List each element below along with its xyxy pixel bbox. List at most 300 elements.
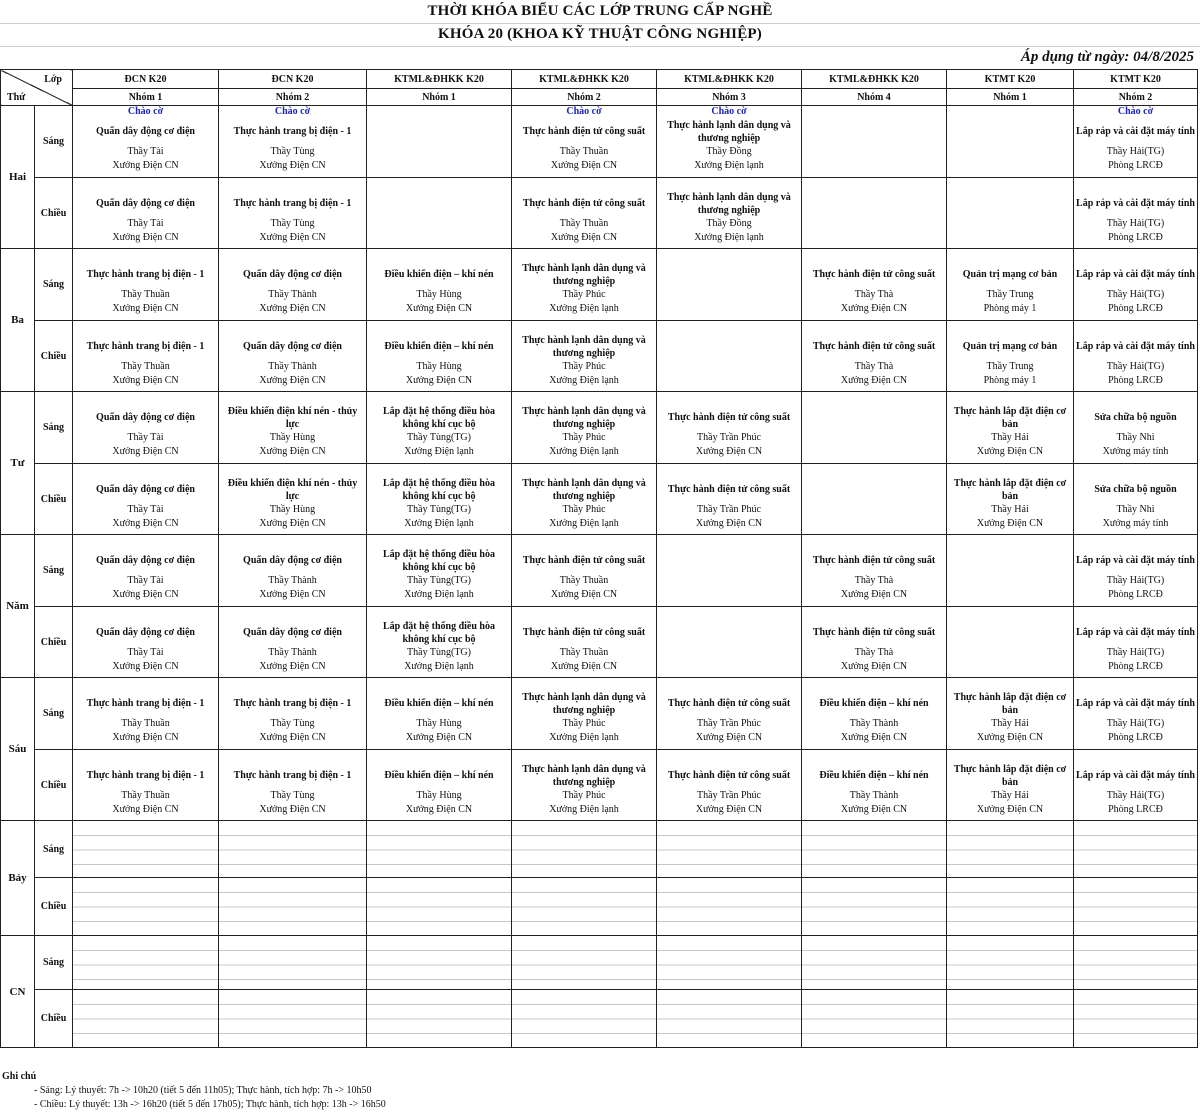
cell-content <box>219 678 366 749</box>
teacher: Thầy Hải(TG) <box>1106 289 1165 300</box>
teacher: Thầy Thà <box>854 361 894 372</box>
schedule-cell <box>512 106 657 178</box>
divider <box>0 46 1200 47</box>
cell-content <box>802 178 946 248</box>
schedule-cell <box>1074 990 1198 1048</box>
cell-content <box>1074 321 1197 391</box>
flag-ceremony <box>367 535 511 547</box>
session-label: Sáng <box>35 249 73 321</box>
teacher: Thầy Thành <box>849 790 899 801</box>
subject: Lắp ráp và cài đặt máy tính <box>1076 198 1195 209</box>
room: Phòng LRCĐ <box>1108 732 1163 743</box>
teacher: Thầy Tài <box>127 504 164 515</box>
session-label: Chiều <box>35 607 73 678</box>
class-header: KTMT K20 <box>947 70 1074 89</box>
subject: Lắp ráp và cài đặt máy tính <box>1076 627 1195 638</box>
flag-ceremony <box>802 607 946 619</box>
room: Xưởng Điện CN <box>550 661 618 672</box>
room: Xưởng Điện CN <box>112 446 179 457</box>
subject: Lắp ráp và cài đặt máy tính <box>1076 555 1195 566</box>
cell-content <box>73 249 218 320</box>
room: Xưởng Điện lạnh <box>404 589 474 600</box>
session-label: Sáng <box>35 821 73 878</box>
flag-ceremony <box>367 678 511 690</box>
schedule-cell <box>657 464 802 535</box>
teacher: Thầy Phúc <box>562 289 606 300</box>
schedule-cell <box>947 821 1074 878</box>
schedule-cell <box>657 321 802 392</box>
class-header: KTML&ĐHKK K20 <box>512 70 657 89</box>
subject: Thực hành lạnh dân dụng và thương nghiệp <box>667 119 791 144</box>
cell-content <box>947 106 1073 177</box>
cell-content <box>512 106 656 177</box>
flag-ceremony <box>802 249 946 261</box>
schedule-cell <box>802 249 947 321</box>
room: Xưởng Điện CN <box>840 375 908 386</box>
cell-content <box>1074 106 1197 177</box>
session-label: Chiều <box>35 750 73 821</box>
cell-content <box>802 535 946 606</box>
cell-content <box>947 750 1073 820</box>
schedule-cell <box>219 878 367 936</box>
room: Phòng máy 1 <box>983 375 1037 386</box>
teacher: Thầy Phúc <box>562 790 606 801</box>
flag-ceremony <box>73 178 218 190</box>
cell-content <box>219 321 366 391</box>
cell-content <box>512 750 656 820</box>
subject: Thực hành lắp đặt điện cơ bản <box>953 405 1067 430</box>
subject: Thực hành trang bị điện - 1 <box>233 698 352 709</box>
cell-content <box>657 178 801 248</box>
teacher: Thầy Trung <box>986 289 1034 300</box>
teacher: Thầy Hải(TG) <box>1106 790 1165 801</box>
cell-content <box>367 535 511 606</box>
subject: Lắp đặt hệ thống điều hòa không khí cục bộ <box>383 548 495 573</box>
flag-ceremony <box>1074 750 1197 762</box>
cell-content <box>367 464 511 534</box>
room: Xưởng Điện lạnh <box>549 303 619 314</box>
flag-ceremony <box>73 535 218 547</box>
cell-content <box>657 249 801 320</box>
group-header: Nhóm 1 <box>947 89 1074 106</box>
day-label: Sáu <box>1 678 35 821</box>
cell-content <box>73 607 218 677</box>
schedule-cell <box>512 821 657 878</box>
schedule-cell <box>947 678 1074 750</box>
group-header: Nhóm 4 <box>802 89 947 106</box>
teacher: Thầy Thành <box>268 361 317 372</box>
cell-content <box>802 321 946 391</box>
subject: Quấn dây động cơ điện <box>96 412 195 423</box>
room: Xưởng Điện CN <box>695 804 763 815</box>
flag-ceremony <box>802 535 946 547</box>
flag-ceremony <box>512 178 656 190</box>
session-label: Chiều <box>35 990 73 1048</box>
cell-content <box>367 750 511 820</box>
room: Xưởng Điện CN <box>112 303 179 314</box>
schedule-cell <box>219 750 367 821</box>
room: Xưởng Điện CN <box>259 589 326 600</box>
teacher: Thầy Thuần <box>121 718 170 729</box>
teacher: Thầy Thà <box>854 289 894 300</box>
room: Xưởng Điện lạnh <box>549 732 619 743</box>
schedule-subtitle: KHÓA 20 (KHOA KỸ THUẬT CÔNG NGHIỆP) <box>438 26 762 42</box>
teacher: Thầy Tài <box>127 432 164 443</box>
subject: Điều khiển điện khí nén - thủy lực <box>227 477 358 502</box>
teacher: Thầy Thành <box>268 647 317 658</box>
room: Xưởng Điện CN <box>112 732 179 743</box>
room: Xưởng Điện CN <box>550 589 618 600</box>
subject: Thực hành trang bị điện - 1 <box>233 770 352 781</box>
schedule-cell <box>73 750 219 821</box>
schedule-cell <box>1074 321 1198 392</box>
subject: Thực hành trang bị điện - 1 <box>86 698 205 709</box>
room: Xưởng Điện CN <box>840 732 908 743</box>
flag-ceremony <box>219 678 366 690</box>
schedule-cell <box>512 990 657 1048</box>
schedule-cell <box>367 464 512 535</box>
flag-ceremony <box>367 607 511 619</box>
room: Phòng LRCĐ <box>1108 375 1163 386</box>
room: Phòng LRCĐ <box>1108 160 1163 171</box>
teacher: Thầy Hải <box>991 790 1029 801</box>
flag-ceremony <box>1074 607 1197 619</box>
schedule-cell <box>802 178 947 249</box>
flag-ceremony <box>802 750 946 762</box>
schedule-cell <box>947 990 1074 1048</box>
subject: Thực hành trang bị điện - 1 <box>233 198 352 209</box>
cell-content <box>947 678 1073 749</box>
teacher: Thầy Tài <box>127 146 164 157</box>
room: Xưởng Điện CN <box>976 732 1044 743</box>
schedule-cell <box>512 392 657 464</box>
session-label: Sáng <box>35 106 73 178</box>
teacher: Thầy Phúc <box>562 361 606 372</box>
teacher: Thầy Hải(TG) <box>1106 361 1165 372</box>
subject: Lắp đặt hệ thống điều hòa không khí cục bộ <box>383 620 495 645</box>
room: Phòng máy 1 <box>983 303 1037 314</box>
schedule-cell <box>802 678 947 750</box>
room: Xưởng Điện CN <box>112 804 179 815</box>
schedule-cell <box>73 106 219 178</box>
teacher: Thầy Hải <box>991 504 1029 515</box>
subject: Thực hành điện tử công suất <box>522 555 646 566</box>
schedule-cell <box>657 750 802 821</box>
room: Phòng LRCĐ <box>1108 232 1163 243</box>
room: Xưởng Điện CN <box>259 375 326 386</box>
cell-content <box>367 249 511 320</box>
room: Xưởng Điện lạnh <box>404 518 474 529</box>
teacher: Thầy Thuần <box>121 361 170 372</box>
room: Phòng LRCĐ <box>1108 303 1163 314</box>
teacher: Thầy Trần Phúc <box>697 432 761 443</box>
cell-content <box>802 392 946 463</box>
teacher: Thầy Tùng <box>270 146 315 157</box>
subject: Thực hành lạnh dân dụng và thương nghiệp <box>522 691 646 716</box>
schedule-cell <box>219 178 367 249</box>
cell-content <box>1074 464 1197 534</box>
schedule-cell <box>73 464 219 535</box>
day-label: Hai <box>1 106 35 249</box>
flag-ceremony <box>802 106 946 118</box>
teacher: Thầy Hùng <box>416 361 462 372</box>
group-header: Nhóm 1 <box>367 89 512 106</box>
corner-cell <box>1 70 73 106</box>
cell-content <box>367 321 511 391</box>
cell-content <box>73 750 218 820</box>
teacher: Thầy Thuần <box>121 289 170 300</box>
class-header: KTMT K20 <box>1074 70 1198 89</box>
schedule-cell <box>947 936 1074 990</box>
room: Xưởng Điện CN <box>405 375 473 386</box>
teacher: Thầy Nhi <box>1116 432 1155 443</box>
schedule-cell <box>367 936 512 990</box>
cell-content <box>802 607 946 677</box>
cell-content <box>219 249 366 320</box>
cell-content <box>367 178 511 248</box>
cell-content <box>367 607 511 677</box>
group-header: Nhóm 1 <box>73 89 219 106</box>
schedule-cell <box>657 990 802 1048</box>
subject: Quấn dây động cơ điện <box>243 341 342 352</box>
subject: Thực hành trang bị điện - 1 <box>233 126 352 137</box>
subject: Lắp đặt hệ thống điều hòa không khí cục bộ <box>383 477 495 502</box>
teacher: Thầy Thuần <box>559 647 609 658</box>
schedule-cell <box>73 392 219 464</box>
teacher: Thầy Hải(TG) <box>1106 647 1165 658</box>
schedule-cell <box>802 321 947 392</box>
teacher: Thầy Tùng(TG) <box>407 575 471 586</box>
teacher: Thầy Hùng <box>269 432 316 443</box>
session-label: Sáng <box>35 392 73 464</box>
flag-ceremony: Chào cờ <box>274 106 311 117</box>
teacher: Thầy Thà <box>854 575 894 586</box>
flag-ceremony <box>73 607 218 619</box>
flag-ceremony <box>947 321 1073 333</box>
subject: Thực hành lạnh dân dụng và thương nghiệp <box>522 334 646 359</box>
schedule-cell <box>1074 106 1198 178</box>
flag-ceremony <box>367 321 511 333</box>
schedule-cell <box>947 249 1074 321</box>
room: Xưởng Điện lạnh <box>404 661 474 672</box>
flag-ceremony <box>219 750 366 762</box>
cell-content <box>73 678 218 749</box>
flag-ceremony <box>657 678 801 690</box>
teacher: Thầy Thuần <box>121 790 170 801</box>
flag-ceremony <box>367 106 511 118</box>
cell-content <box>657 321 801 391</box>
subject: Lắp ráp và cài đặt máy tính <box>1076 269 1195 280</box>
schedule-cell <box>219 321 367 392</box>
subject: Thực hành lạnh dân dụng và thương nghiệp <box>667 191 791 216</box>
room: Xưởng Điện CN <box>695 518 763 529</box>
subject: Quản trị mạng cơ bản <box>962 341 1058 352</box>
teacher: Thầy Phúc <box>562 718 606 729</box>
flag-ceremony <box>657 607 801 619</box>
cell-content <box>657 607 801 677</box>
cell-content <box>512 607 656 677</box>
schedule-cell <box>219 821 367 878</box>
subject: Thực hành điện tử công suất <box>812 269 936 280</box>
room: Xưởng Điện CN <box>976 518 1044 529</box>
teacher: Thầy Trần Phúc <box>697 790 761 801</box>
cell-content <box>219 178 366 248</box>
schedule-cell <box>947 106 1074 178</box>
flag-ceremony: Chào cờ <box>127 106 164 117</box>
subject: Thực hành điện tử công suất <box>522 627 646 638</box>
schedule-cell <box>367 607 512 678</box>
teacher: Thầy Hải <box>991 432 1029 443</box>
cell-content <box>802 678 946 749</box>
flag-ceremony <box>802 321 946 333</box>
teacher: Thầy Đồng <box>706 146 752 157</box>
flag-ceremony <box>1074 321 1197 333</box>
schedule-title: THỜI KHÓA BIỂU CÁC LỚP TRUNG CẤP NGHỀ <box>427 3 773 19</box>
room: Xưởng Điện CN <box>112 589 179 600</box>
schedule-cell <box>367 249 512 321</box>
room: Xưởng Điện CN <box>976 446 1044 457</box>
applied-date: Áp dụng từ ngày: 04/8/2025 <box>1020 49 1194 65</box>
flag-ceremony <box>1074 178 1197 190</box>
room: Phòng LRCĐ <box>1108 661 1163 672</box>
flag-ceremony <box>219 178 366 190</box>
schedule-cell <box>947 535 1074 607</box>
cell-content <box>657 464 801 534</box>
schedule-cell <box>367 535 512 607</box>
subject: Điều khiển điện – khí nén <box>384 341 494 352</box>
teacher: Thầy Thà <box>854 647 894 658</box>
flag-ceremony <box>1074 535 1197 547</box>
schedule-cell <box>947 607 1074 678</box>
cell-content <box>657 392 801 463</box>
room: Xưởng Điện CN <box>259 518 326 529</box>
teacher: Thầy Hùng <box>416 289 462 300</box>
group-header: Nhóm 2 <box>219 89 367 106</box>
schedule-cell <box>73 990 219 1048</box>
schedule-cell <box>219 936 367 990</box>
notes-section <box>0 1069 1200 1112</box>
room: Phòng LRCĐ <box>1108 589 1163 600</box>
teacher: Thầy Trung <box>986 361 1034 372</box>
subject: Lắp đặt hệ thống điều hòa không khí cục bộ <box>383 405 495 430</box>
room: Xưởng Điện CN <box>259 303 326 314</box>
cell-content <box>1074 535 1197 606</box>
corner-day-label: Thứ <box>7 92 26 103</box>
room: Xưởng máy tính <box>1102 446 1169 457</box>
schedule-cell <box>1074 607 1198 678</box>
teacher: Thầy Hải(TG) <box>1106 146 1165 157</box>
cell-content <box>73 178 218 248</box>
cell-content <box>219 106 366 177</box>
schedule-cell <box>802 535 947 607</box>
schedule-cell <box>802 106 947 178</box>
schedule-cell <box>512 535 657 607</box>
subject: Quấn dây động cơ điện <box>96 126 195 137</box>
flag-ceremony <box>947 750 1073 762</box>
subject: Thực hành lạnh dân dụng và thương nghiệp <box>522 262 646 287</box>
notes-line-afternoon: - Chiều: Lý thuyết: 13h -> 16h20 (tiết 5 đến 17h05); Thực hành, tích hợp: 13h -> 16h50 <box>34 1099 386 1110</box>
flag-ceremony: Chào cờ <box>566 106 602 117</box>
teacher: Thầy Tài <box>127 575 164 586</box>
group-header: Nhóm 3 <box>657 89 802 106</box>
teacher: Thầy Thuần <box>559 218 609 229</box>
cell-content <box>512 464 656 534</box>
cell-content <box>1074 607 1197 677</box>
flag-ceremony <box>73 750 218 762</box>
flag-ceremony <box>947 535 1073 547</box>
schedule-cell <box>73 878 219 936</box>
schedule-cell <box>73 936 219 990</box>
cell-content <box>657 535 801 606</box>
flag-ceremony <box>512 249 656 261</box>
schedule-cell <box>802 878 947 936</box>
schedule-cell <box>1074 878 1198 936</box>
schedule-cell <box>1074 936 1198 990</box>
cell-content <box>1074 392 1197 463</box>
schedule-cell <box>947 392 1074 464</box>
schedule-cell <box>219 607 367 678</box>
room: Xưởng Điện CN <box>112 160 179 171</box>
day-label: Năm <box>1 535 35 678</box>
schedule-cell <box>512 607 657 678</box>
flag-ceremony <box>512 392 656 404</box>
cell-content <box>657 106 801 177</box>
session-label: Sáng <box>35 678 73 750</box>
schedule-cell <box>1074 821 1198 878</box>
cell-content <box>512 535 656 606</box>
cell-content <box>802 249 946 320</box>
subject: Thực hành điện tử công suất <box>667 770 791 781</box>
flag-ceremony <box>512 750 656 762</box>
teacher: Thầy Thành <box>268 575 317 586</box>
cell-content <box>73 321 218 391</box>
flag-ceremony <box>73 678 218 690</box>
class-header: ĐCN K20 <box>73 70 219 89</box>
subject: Thực hành lạnh dân dụng và thương nghiệp <box>522 405 646 430</box>
teacher: Thầy Phúc <box>562 432 606 443</box>
schedule-cell <box>73 249 219 321</box>
teacher: Thầy Hải(TG) <box>1106 718 1165 729</box>
subject: Lắp ráp và cài đặt máy tính <box>1076 770 1195 781</box>
subject: Thực hành điện tử công suất <box>812 555 936 566</box>
subject: Thực hành điện tử công suất <box>522 126 646 137</box>
teacher: Thầy Tùng <box>270 718 315 729</box>
flag-ceremony <box>657 392 801 404</box>
schedule-cell <box>947 878 1074 936</box>
cell-content <box>947 392 1073 463</box>
day-label: Ba <box>1 249 35 392</box>
schedule-cell <box>802 990 947 1048</box>
room: Xưởng Điện CN <box>112 518 179 529</box>
timetable <box>0 69 1198 1048</box>
cell-content <box>73 464 218 534</box>
group-header: Nhóm 2 <box>512 89 657 106</box>
room: Xưởng Điện CN <box>112 661 179 672</box>
subject: Điều khiển điện – khí nén <box>384 770 494 781</box>
teacher: Thầy Trần Phúc <box>697 718 761 729</box>
schedule-cell <box>657 821 802 878</box>
flag-ceremony <box>219 249 366 261</box>
subject: Điều khiển điện khí nén - thủy lực <box>227 405 358 430</box>
subject: Điều khiển điện – khí nén <box>384 698 494 709</box>
flag-ceremony <box>512 464 656 476</box>
cell-content <box>947 607 1073 677</box>
subject: Sửa chữa bộ nguồn <box>1094 412 1177 423</box>
subject: Thực hành trang bị điện - 1 <box>86 770 205 781</box>
schedule-cell <box>512 936 657 990</box>
room: Xưởng Điện CN <box>840 303 908 314</box>
schedule-cell <box>367 990 512 1048</box>
